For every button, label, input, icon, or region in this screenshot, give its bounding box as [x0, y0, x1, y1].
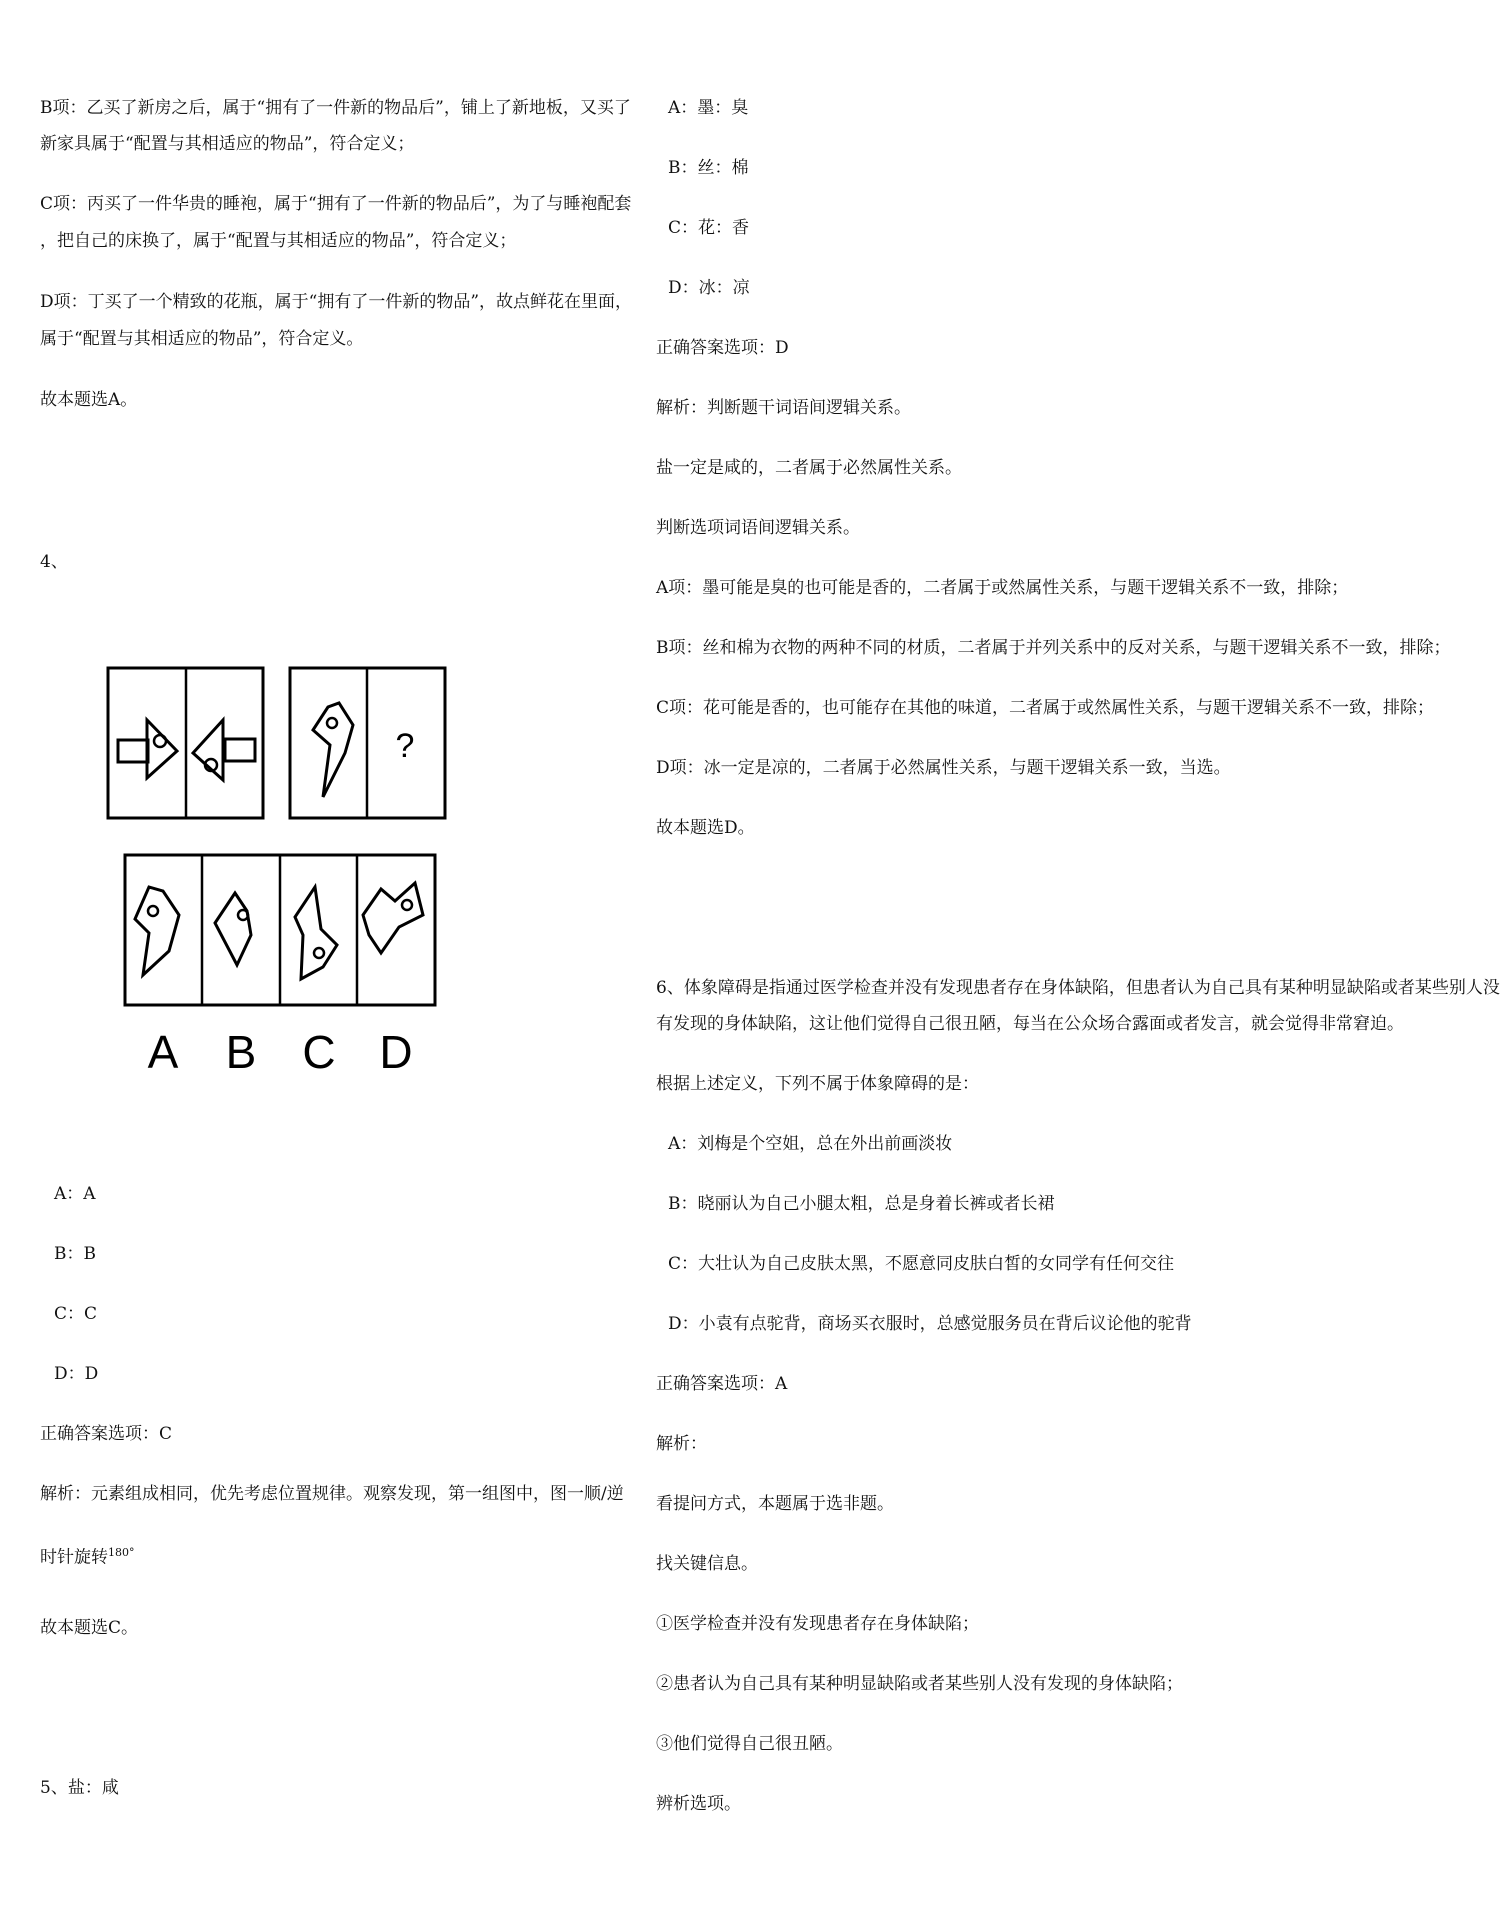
- q4-analysis-line2-text: 时针旋转: [40, 1547, 108, 1568]
- q5-correct-answer: 正确答案选项：D: [656, 338, 789, 358]
- q5-option-a: A：墨：臭: [668, 98, 749, 118]
- choice-label-d: D: [379, 1026, 413, 1078]
- q5-analysis-line4: A项：墨可能是臭的也可能是香的，二者属于或然属性关系，与题干逻辑关系不一致，排除；: [656, 578, 1349, 598]
- option-b-explanation-line1: B项：乙买了新房之后，属于“拥有了一件新的物品后”，铺上了新地板，又买了: [40, 98, 631, 118]
- q6-question: 根据上述定义，下列不属于体象障碍的是：: [656, 1074, 979, 1094]
- q5-option-d: D：冰：凉: [668, 278, 750, 298]
- question-4-number: 4、: [40, 552, 68, 572]
- q6-analysis-line1: 解析：: [656, 1434, 707, 1454]
- q6-option-d: D：小袁有点驼背，商场买衣服时，总感觉服务员在背后议论他的驼背: [668, 1314, 1192, 1334]
- option-c-explanation-line2: ，把自己的床换了，属于“配置与其相适应的物品”，符合定义；: [40, 231, 517, 251]
- q5-analysis-line5: B项：丝和棉为衣物的两种不同的材质，二者属于并列关系中的反对关系，与题干逻辑关系不一致，排除；: [656, 638, 1451, 658]
- option-b-explanation-line2: 新家具属于“配置与其相适应的物品”，符合定义；: [40, 134, 415, 154]
- figure-group1-panel2-shape: [193, 720, 255, 780]
- q4-option-b: B：B: [54, 1244, 96, 1264]
- figure-group1-panel1-shape: [118, 720, 177, 778]
- figure-group2-panel1-shape: [313, 703, 353, 797]
- q5-analysis-line3: 判断选项词语间逻辑关系。: [656, 518, 860, 538]
- q5-analysis-line2: 盐一定是咸的，二者属于必然属性关系。: [656, 458, 962, 478]
- q6-stem-line2: 有发现的身体缺陷，这让他们觉得自己很丑陋，每当在公众场合露面或者发言，就会觉得非常窘迫。: [656, 1014, 1404, 1034]
- q4-analysis-line1: 解析：元素组成相同，优先考虑位置规律。观察发现，第一组图中，图一顺/逆: [40, 1484, 624, 1504]
- q6-analysis-line6: ③他们觉得自己很丑陋。: [656, 1734, 843, 1754]
- q5-option-b: B：丝：棉: [668, 158, 749, 178]
- question-4-figure: [105, 665, 455, 1085]
- q6-option-c: C：大壮认为自己皮肤太黑，不愿意同皮肤白皙的女同学有任何交往: [668, 1254, 1175, 1274]
- q4-analysis-degree: 180°: [108, 1546, 135, 1559]
- choice-a-shape: [135, 887, 179, 975]
- q6-option-a: A：刘梅是个空姐，总在外出前画淡妆: [668, 1134, 953, 1154]
- q5-analysis-line1: 解析：判断题干词语间逻辑关系。: [656, 398, 911, 418]
- q6-analysis-line3: 找关键信息。: [656, 1554, 758, 1574]
- choice-d-shape: [363, 883, 423, 953]
- q4-analysis-line2: [40, 1538, 135, 1573]
- q5-analysis-line6: C项：花可能是香的，也可能存在其他的味道，二者属于或然属性关系，与题干逻辑关系不一致，排除；: [656, 698, 1435, 718]
- q4-option-d: D：D: [54, 1364, 99, 1384]
- choice-label-a: A: [147, 1026, 179, 1078]
- q6-analysis-line5: ②患者认为自己具有某种明显缺陷或者某些别人没有发现的身体缺陷；: [656, 1674, 1183, 1694]
- q6-analysis-line4: ①医学检查并没有发现患者存在身体缺陷；: [656, 1614, 979, 1634]
- figure-question-mark: ?: [395, 727, 415, 765]
- choice-label-c: C: [302, 1026, 336, 1078]
- question-5-stem: 5、盐：咸: [40, 1778, 119, 1798]
- q4-option-a: A：A: [54, 1184, 96, 1204]
- q6-option-b: B：晓丽认为自己小腿太粗，总是身着长裤或者长裙: [668, 1194, 1055, 1214]
- q4-correct-answer: 正确答案选项：C: [40, 1424, 173, 1444]
- option-c-explanation-line1: C项：丙买了一件华贵的睡袍，属于“拥有了一件新的物品后”，为了与睡袍配套: [40, 194, 632, 214]
- q4-conclusion: 故本题选C。: [40, 1618, 139, 1638]
- option-d-explanation-line1: D项：丁买了一个精致的花瓶，属于“拥有了一件新的物品”，故点鲜花在里面，: [40, 292, 633, 312]
- q4-option-c: C：C: [54, 1304, 98, 1324]
- choice-c-shape: [295, 887, 337, 979]
- q5-conclusion: 故本题选D。: [656, 818, 755, 838]
- option-d-explanation-line2: 属于“配置与其相适应的物品”，符合定义。: [40, 329, 364, 349]
- previous-conclusion: 故本题选A。: [40, 390, 138, 410]
- q6-stem-line1: 6、体象障碍是指通过医学检查并没有发现患者存在身体缺陷，但患者认为自己具有某种明显缺陷或者某些别人没: [656, 978, 1500, 998]
- q6-analysis-line7: 辨析选项。: [656, 1794, 741, 1814]
- choice-label-b: B: [225, 1026, 257, 1078]
- q5-option-c: C：花：香: [668, 218, 750, 238]
- q5-analysis-line7: D项：冰一定是凉的，二者属于必然属性关系，与题干逻辑关系一致，当选。: [656, 758, 1231, 778]
- choice-b-shape: [215, 893, 251, 965]
- q6-analysis-line2: 看提问方式，本题属于选非题。: [656, 1494, 894, 1514]
- q6-correct-answer: 正确答案选项：A: [656, 1374, 788, 1394]
